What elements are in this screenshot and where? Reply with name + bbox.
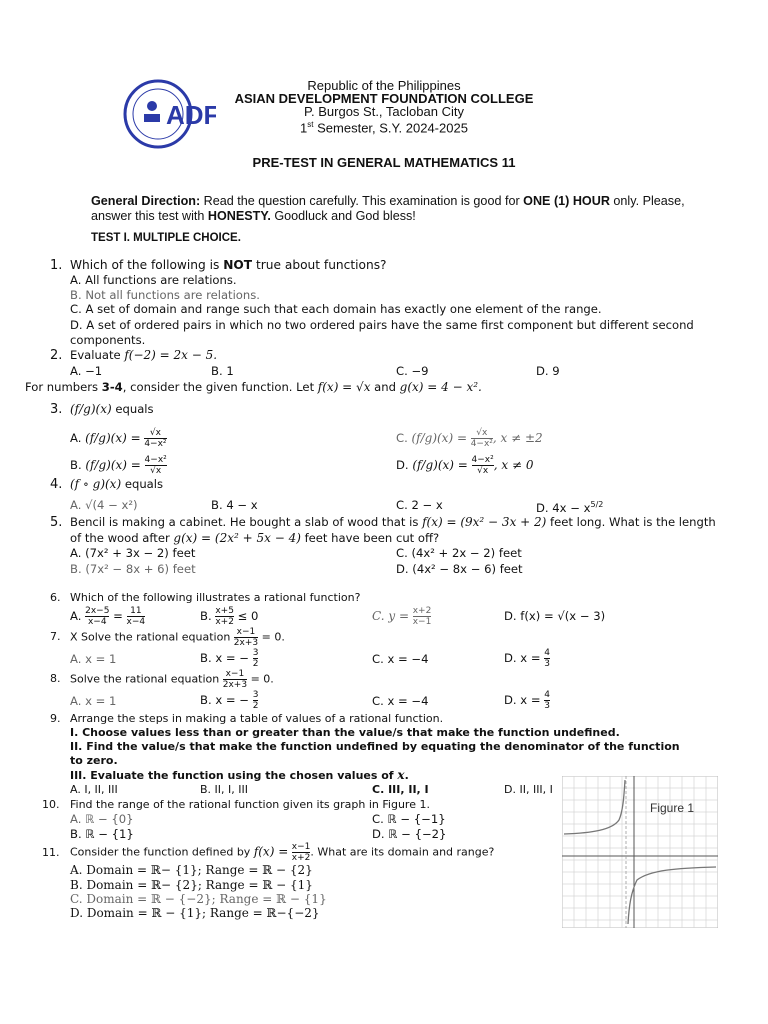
note-3-4: For numbers 3-4, consider the given function. Let f(x) = √x and g(x) = 4 − x².: [25, 380, 482, 394]
q2-option-b: B. 1: [211, 364, 234, 378]
q6-option-b: B. $\frac{x+5}{x+2}$ ≤ 0: [200, 606, 259, 627]
q7-option-a: A. x = 1: [70, 652, 117, 666]
q3-option-c: C. (f/g)(x) = $\frac{√x}{\text{4−x²}}$ , x ≠ ±2: [396, 428, 543, 449]
q4-option-b: B. 4 − x: [211, 498, 258, 512]
general-direction: General Direction: Read the question carefully. This examination is good for ONE (1) HOUR only. Please, answer this test with HONESTY. Goodluck and God bless!: [91, 194, 685, 223]
figure-1-graph: [562, 776, 718, 928]
q8-stem: Solve the rational equation $\frac{x-1}{2x+3}$ = 0.: [70, 669, 274, 690]
q2-stem: Evaluate f(−2) = 2x − 5.: [70, 348, 218, 362]
q7-number: 7.: [50, 630, 61, 643]
q5-stem-line2: of the wood after g(x) = (2x² + 5x − 4) feet have been cut off?: [70, 531, 440, 545]
q7-option-b: B. x = − $\frac{3}{2}$: [200, 648, 259, 669]
svg-text:ADF: ADF: [166, 100, 216, 130]
q6-stem: Which of the following illustrates a rational function?: [70, 591, 361, 604]
test-label: TEST I. MULTIPLE CHOICE.: [91, 232, 241, 244]
q1-option-d-cont: components.: [70, 333, 146, 347]
svg-text:Figure 1: Figure 1: [650, 801, 695, 815]
q11-option-d: D. Domain = ℝ − {1}; Range = ℝ−{−2}: [70, 906, 320, 920]
semester-line: 1st Semester, S.Y. 2024-2025: [300, 120, 468, 136]
college-name: ASIAN DEVELOPMENT FOUNDATION COLLEGE: [234, 91, 534, 106]
q9-step-2-cont: to zero.: [70, 754, 118, 767]
q2-option-c: C. −9: [396, 364, 429, 378]
q2-option-d: D. 9: [536, 364, 560, 378]
q10-option-a: A. ℝ − {0}: [70, 812, 134, 826]
college-address: P. Burgos St., Tacloban City: [304, 104, 464, 119]
q10-option-d: D. ℝ − {−2}: [372, 827, 447, 841]
q9-option-c: C. III, II, I: [372, 783, 429, 796]
q9-stem: Arrange the steps in making a table of values of a rational function.: [70, 712, 444, 725]
q1-option-c: C. A set of domain and range such that each domain has exactly one element of the range.: [70, 302, 602, 316]
q5-option-a: A. (7x² + 3x − 2) feet: [70, 546, 196, 560]
q5-option-c: C. (4x² + 2x − 2) feet: [396, 546, 522, 560]
q11-number: 11.: [42, 846, 60, 859]
republic-line: Republic of the Philippines: [307, 78, 461, 93]
q5-option-d: D. (4x² − 8x − 6) feet: [396, 562, 523, 576]
q3-stem: (f/g)(x) equals: [70, 402, 154, 416]
q8-option-a: A. x = 1: [70, 694, 117, 708]
q4-option-c: C. 2 − x: [396, 498, 443, 512]
q6-option-d: D. f(x) = √(x − 3): [504, 609, 606, 623]
q3-option-b: B. (f/g)(x) = $\frac{\text{4−x²}}{√x}$: [70, 455, 167, 476]
q11-option-b: B. Domain = ℝ− {2}; Range = ℝ − {1}: [70, 878, 313, 892]
q9-option-a: A. I, II, III: [70, 783, 118, 796]
q11-option-c: C. Domain = ℝ − {−2}; Range = ℝ − {1}: [70, 892, 327, 906]
q3-number: 3.: [50, 402, 63, 417]
q5-option-b: B. (7x² − 8x + 6) feet: [70, 562, 196, 576]
q1-number: 1.: [50, 258, 63, 273]
q10-number: 10.: [42, 798, 60, 811]
q4-option-a: A. √(4 − x²): [70, 498, 138, 512]
q1-option-d: D. A set of ordered pairs in which no two ordered pairs have the same first component but different second: [70, 318, 694, 332]
q10-option-c: C. ℝ − {−1}: [372, 812, 446, 826]
q7-stem: X Solve the rational equation $\frac{x-1}{2x+3}$ = 0.: [70, 627, 285, 648]
q9-option-d: D. II, III, I: [504, 783, 553, 796]
q9-step-3: III. Evaluate the function using the chosen values of x.: [70, 768, 409, 782]
q5-number: 5.: [50, 515, 63, 530]
q6-option-a: A. $\frac{2x-5}{x-4}$ = $\frac{11}{x-4}$: [70, 606, 146, 627]
q7-option-d: D. x = $\frac{4}{3}$: [504, 648, 550, 669]
q11-stem: Consider the function defined by f(x) = $\frac{x-1}{x+2}$ . What are its domain and range?: [70, 842, 495, 863]
page-title: PRE-TEST IN GENERAL MATHEMATICS 11: [252, 155, 516, 170]
q8-option-c: C. x = −4: [372, 694, 429, 708]
q9-step-2: II. Find the value/s that make the function undefined by equating the denominator of the function: [70, 740, 680, 753]
q1-stem: Which of the following is NOT true about functions?: [70, 258, 387, 272]
q3-option-d: D. (f/g)(x) = $\frac{\text{4−x²}}{√x}$ , x ≠ 0: [396, 455, 534, 476]
q2-option-a: A. −1: [70, 364, 103, 378]
q10-option-b: B. ℝ − {1}: [70, 827, 134, 841]
q1-option-b: B. Not all functions are relations.: [70, 288, 260, 302]
q6-number: 6.: [50, 591, 61, 604]
q2-number: 2.: [50, 348, 63, 363]
q5-stem-line1: Bencil is making a cabinet. He bought a slab of wood that is f(x) = (9x² − 3x + 2) feet long. What is the length: [70, 515, 716, 529]
q4-option-d: D. $4x - x^{5/2}$: [536, 500, 604, 515]
q4-number: 4.: [50, 477, 63, 492]
q8-option-b: B. x = − $\frac{3}{2}$: [200, 690, 259, 711]
q1-option-a: A. All functions are relations.: [70, 273, 237, 287]
q8-option-d: D. x = $\frac{4}{3}$: [504, 690, 550, 711]
q8-number: 8.: [50, 672, 61, 685]
q6-option-c: C. y = $\frac{x+2}{x-1}$: [372, 606, 432, 627]
q4-stem: (f ∘ g)(x) equals: [70, 477, 164, 491]
q9-option-b: B. II, I, III: [200, 783, 248, 796]
q9-step-1: I. Choose values less than or greater than the value/s that make the function undefined.: [70, 726, 620, 739]
q11-option-a: A. Domain = ℝ− {1}; Range = ℝ − {2}: [70, 863, 313, 877]
q7-option-c: C. x = −4: [372, 652, 429, 666]
q9-number: 9.: [50, 712, 61, 725]
q3-option-a: A. (f/g)(x) = $\frac{√x}{\text{4−x²}}$: [70, 428, 167, 449]
q10-stem: Find the range of the rational function given its graph in Figure 1.: [70, 798, 430, 811]
